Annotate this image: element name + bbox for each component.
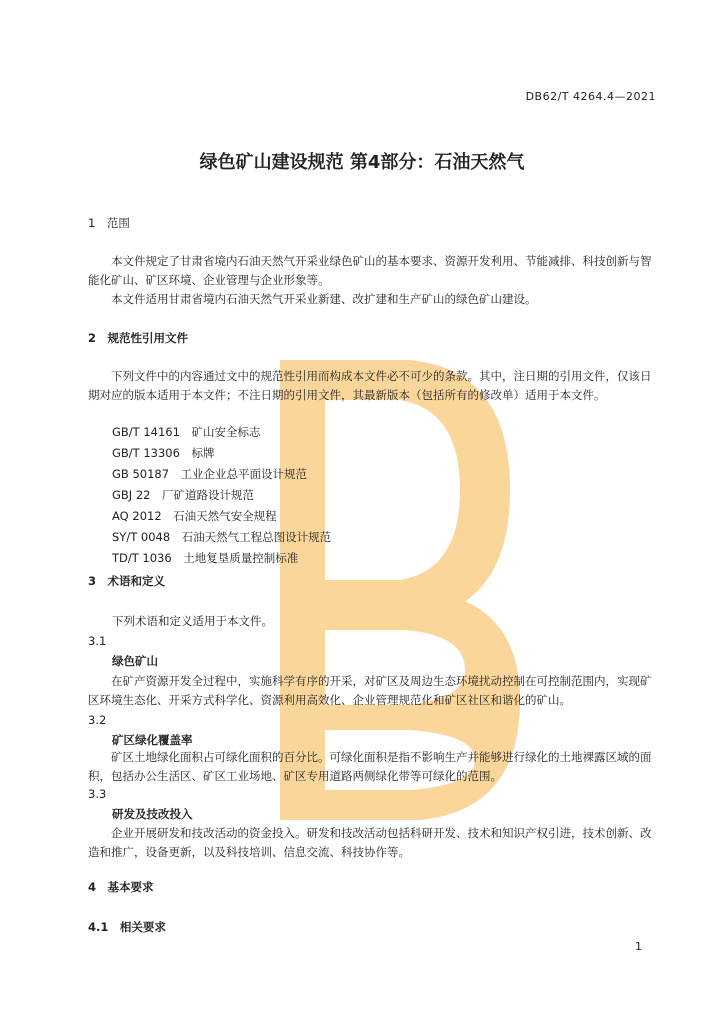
term-definition: 企业开展研发和技改活动的资金投入。研发和技改活动包括科研开发、技术和知识产权引进，技术创新、改造和推广，设备更新，以及科技培训、信息交流、科技协作等。 xyxy=(88,826,652,859)
ref-item: GBJ 22 厂矿道路设计规范 xyxy=(112,488,254,502)
ref-item: SY/T 0048 石油天然气工程总图设计规范 xyxy=(112,530,332,544)
section-1-heading: 1 范围 xyxy=(88,216,130,230)
ref-item: AQ 2012 石油天然气安全规程 xyxy=(112,509,277,523)
term-number: 3.2 xyxy=(88,713,107,727)
page-number: 1 xyxy=(635,940,642,953)
term-definition: 矿区土地绿化面积占可绿化面积的百分比。可绿化面积是指不影响生产并能够进行绿化的土地裸露区域的面积，包括办公生活区、矿区工业场地、矿区专用道路两侧绿化带等可绿化的范围。 xyxy=(88,750,652,783)
ref-item: GB/T 13306 标牌 xyxy=(112,446,215,460)
standard-code: DB62/T 4264.4—2021 xyxy=(525,90,656,103)
term-name: 绿色矿山 xyxy=(112,654,158,668)
section-1-para-2: 本文件适用甘肃省境内石油天然气开采业新建、改扩建和生产矿山的绿色矿山建设。 xyxy=(111,292,537,306)
ref-item: GB/T 14161 矿山安全标志 xyxy=(112,425,261,439)
section-3-intro: 下列术语和定义适用于本文件。 xyxy=(112,614,273,628)
section-4-heading: 4 基本要求 xyxy=(88,880,154,894)
section-2-heading: 2 规范性引用文件 xyxy=(88,331,189,345)
section-1-para-1: 本文件规定了甘肃省境内石油天然气开采业绿色矿山的基本要求、资源开发利用、节能减排、科技创新与智能化矿山、矿区环境、企业管理与企业形象等。 xyxy=(88,254,652,287)
term-definition: 在矿产资源开发全过程中，实施科学有序的开采，对矿区及周边生态环境扰动控制在可控制范围内，实现矿区环境生态化、开采方式科学化、资源利用高效化、企业管理规范化和矿区社区和谐化的矿山。 xyxy=(88,674,652,707)
term-name: 研发及技改投入 xyxy=(112,807,193,821)
ref-item: TD/T 1036 土地复垦质量控制标准 xyxy=(112,551,299,565)
term-number: 3.1 xyxy=(88,634,107,648)
term-number: 3.3 xyxy=(88,787,107,801)
section-2-para-1: 下列文件中的内容通过文中的规范性引用而构成本文件必不可少的条款。其中，注日期的引用文件，仅该日期对应的版本适用于本文件；不注日期的引用文件，其最新版本（包括所有的修改单）适用于本文件。 xyxy=(88,369,652,402)
document-title: 绿色矿山建设规范 第4部分：石油天然气 xyxy=(199,152,525,173)
section-3-heading: 3 术语和定义 xyxy=(88,574,166,588)
ref-item: GB 50187 工业企业总平面设计规范 xyxy=(112,467,308,481)
term-name: 矿区绿化覆盖率 xyxy=(112,733,193,747)
section-4-1-heading: 4.1 相关要求 xyxy=(88,920,166,934)
